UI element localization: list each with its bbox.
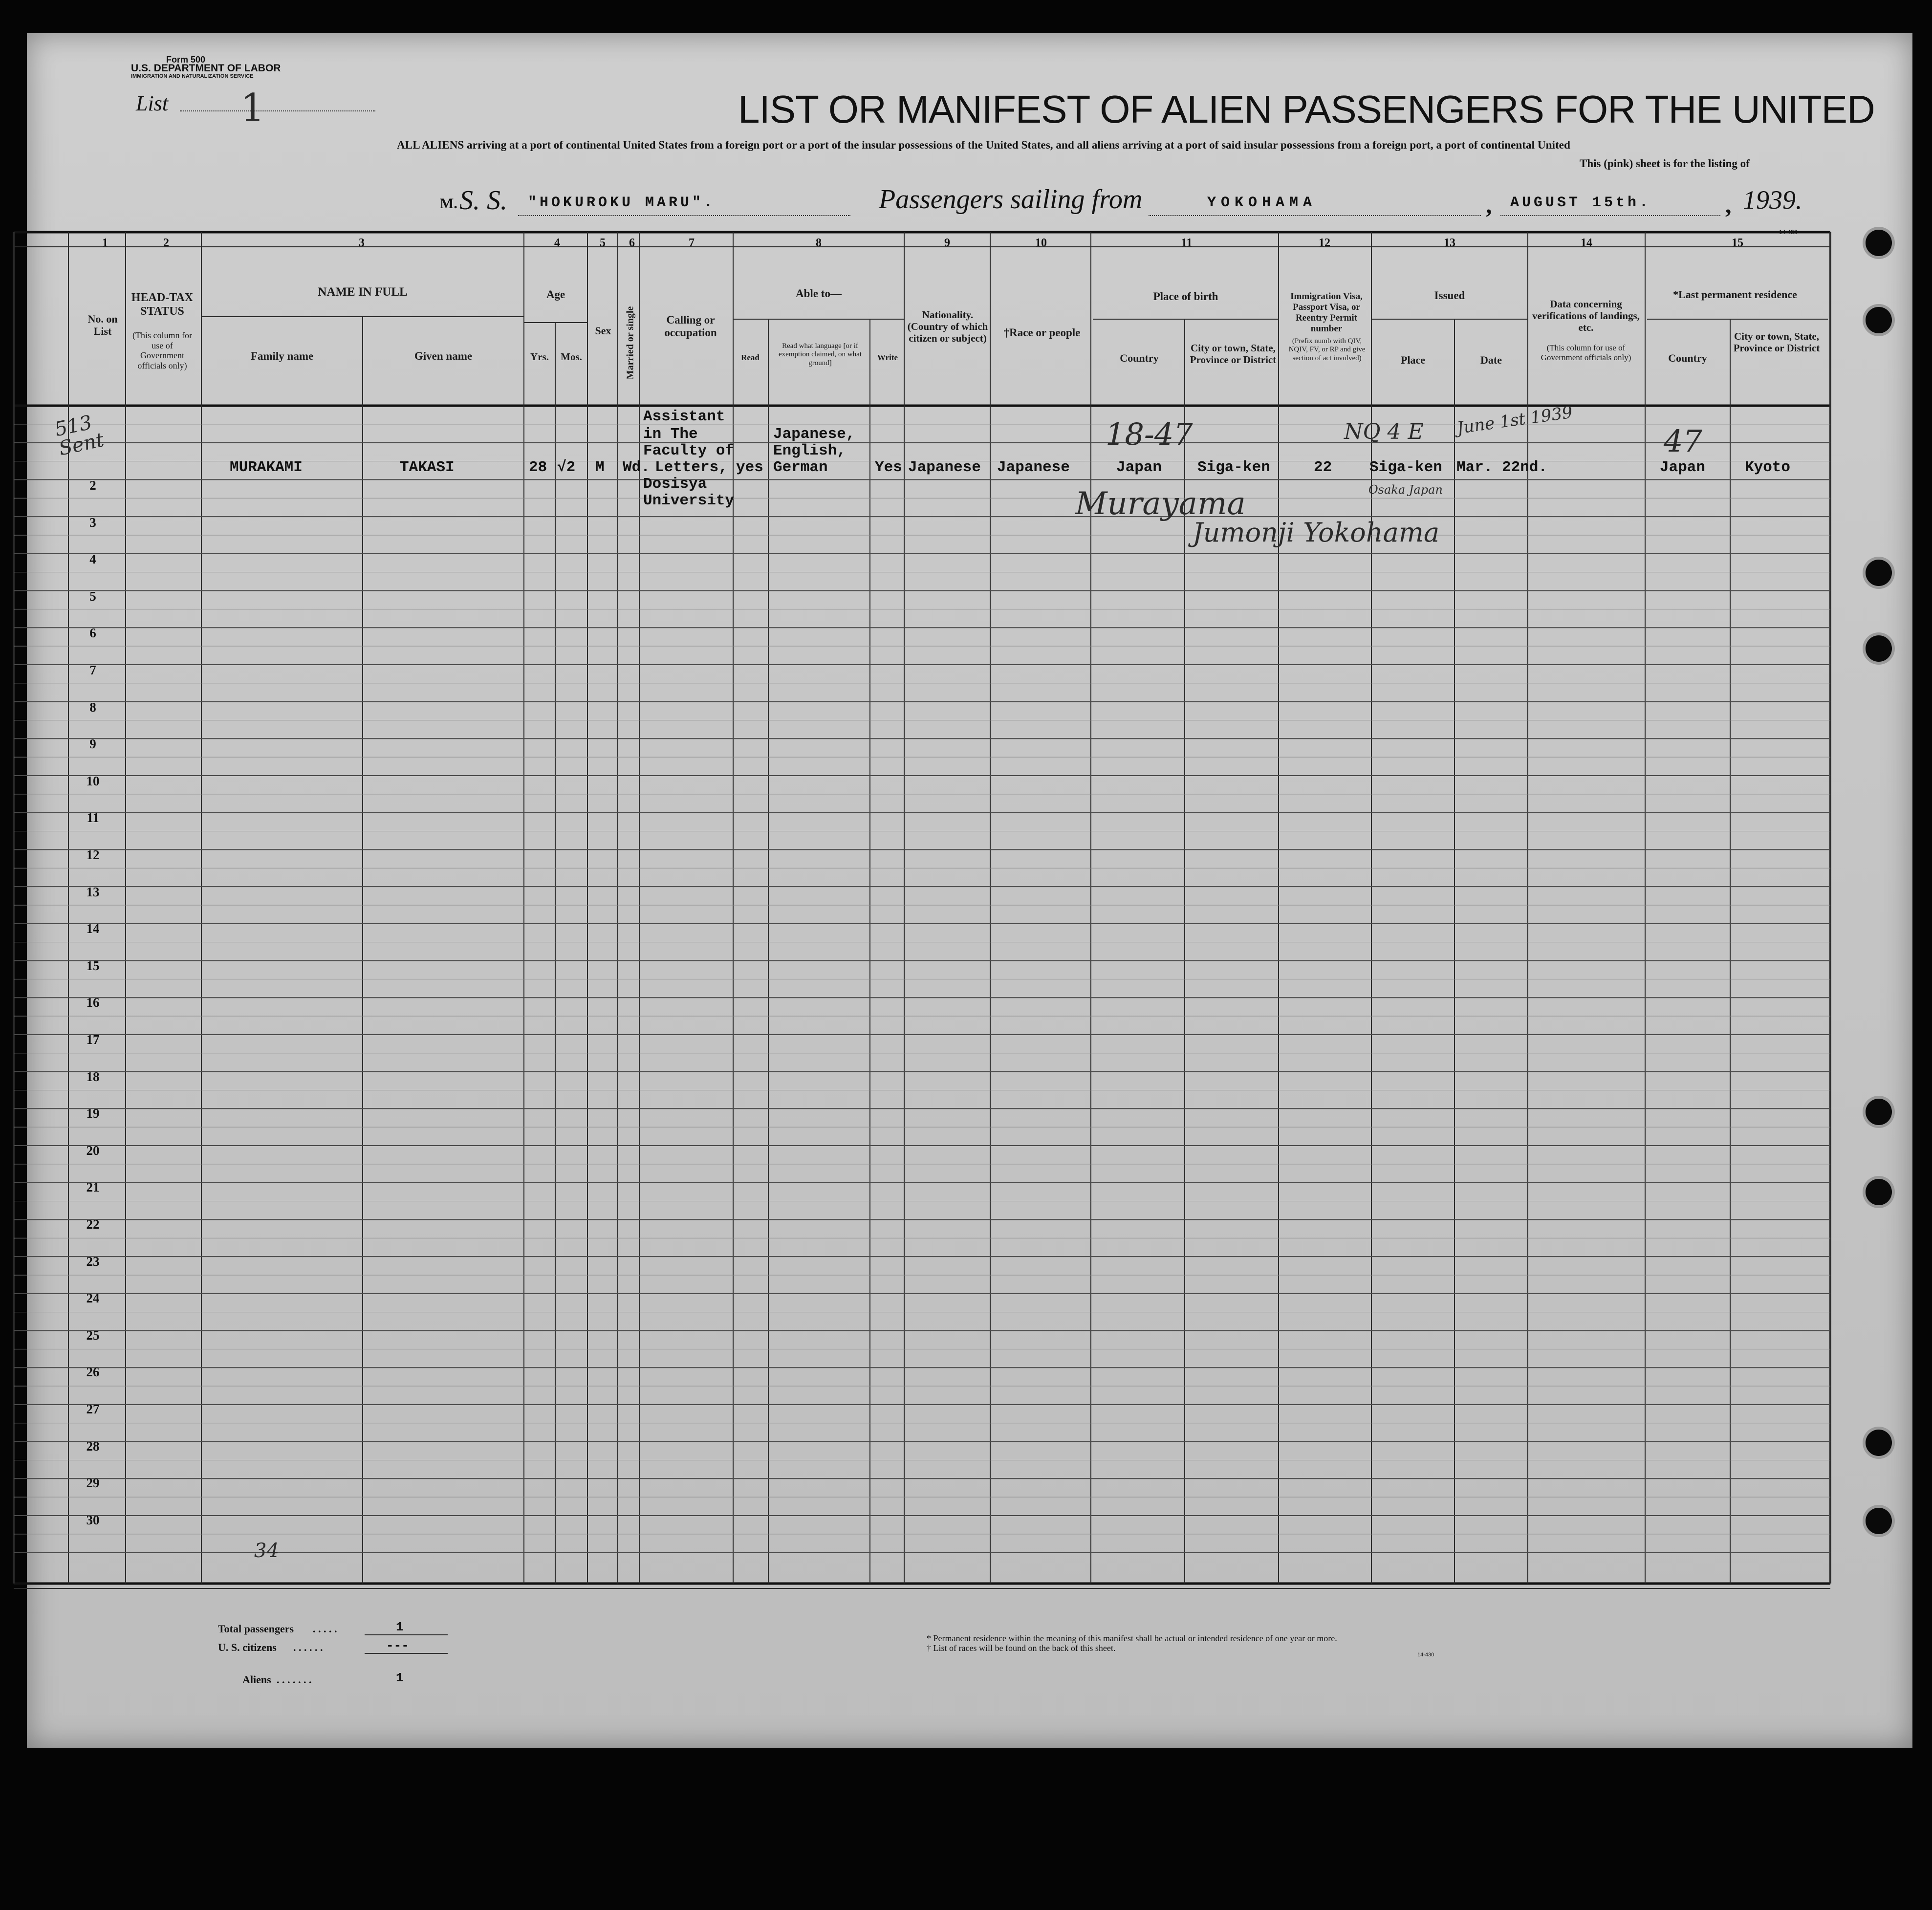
total-passengers-label: Total passengers <box>218 1623 294 1635</box>
column-number: 4 <box>554 237 560 249</box>
handwritten-visa-note: NQ 4 E <box>1344 419 1424 444</box>
form-number: Form 500 <box>166 55 206 65</box>
header-mos: Mos. <box>561 351 582 363</box>
column-number: 6 <box>629 237 635 249</box>
footnote-residence: * Permanent residence within the meaning of this manifest shall be actual or intended residence of one year or more. <box>927 1633 1337 1643</box>
page-title: LIST OR MANIFEST OF ALIEN PASSENGERS FOR THE UNITED <box>738 87 1875 131</box>
row-number: 2 <box>89 478 96 493</box>
married-cell: Wd. <box>623 459 650 476</box>
header-place-of-birth: Place of birth <box>1153 290 1218 303</box>
handwritten-signature: Murayama <box>1075 486 1246 522</box>
row-number: 30 <box>86 1512 100 1527</box>
race-cell: Japanese <box>997 459 1070 476</box>
age-yrs-cell: 28 <box>529 459 547 476</box>
punch-hole <box>1866 230 1892 256</box>
column-number: 8 <box>816 237 822 249</box>
residence-country-cell: Japan <box>1660 459 1706 476</box>
punch-hole <box>1866 1099 1892 1125</box>
header-data-verif: Data concerning verifications of landings, etc. <box>1532 298 1640 334</box>
column-number: 7 <box>689 237 695 249</box>
header-visa-note: (Prefix numb with QIV, NQIV, FV, or RP and give section of act involved) <box>1288 337 1366 362</box>
leader-dots: . . . . . . . <box>277 1673 312 1686</box>
row-number: 16 <box>86 995 100 1010</box>
header-yrs: Yrs. <box>530 351 549 363</box>
column-number: 3 <box>359 237 365 249</box>
punch-hole <box>1866 635 1892 662</box>
row-number: 13 <box>86 884 100 899</box>
department: U.S. DEPARTMENT OF LABOR <box>131 63 281 74</box>
handwritten-date-note: June 1st 1939 <box>1455 402 1574 438</box>
header-issued-place: Place <box>1400 354 1426 366</box>
column-number: 14 <box>1581 237 1592 249</box>
header-birth-country: Country <box>1120 352 1159 364</box>
punch-hole <box>1866 1179 1892 1205</box>
residence-city-cell: Kyoto <box>1745 459 1791 476</box>
birth-city-cell: Siga-ken <box>1197 459 1270 476</box>
row-number: 3 <box>89 515 96 530</box>
handwritten-signature-2: Osaka Japan <box>1368 483 1443 497</box>
ship-underline <box>518 215 850 216</box>
issued-place-cell: Siga-ken <box>1369 459 1442 476</box>
list-underline <box>180 110 375 111</box>
us-citizens-value: --- <box>386 1638 409 1653</box>
row-number: 11 <box>87 810 99 825</box>
page-mark: 34 <box>254 1540 279 1562</box>
occupation-line: Letters, <box>655 459 728 476</box>
port-of-departure: YOKOHAMA <box>1207 195 1317 211</box>
age-mos-cell: √2 <box>557 459 576 476</box>
date-underline <box>1500 215 1720 216</box>
row-number: 18 <box>86 1069 100 1084</box>
column-number: 5 <box>600 237 606 249</box>
row-number: 8 <box>89 699 96 715</box>
row-number: 24 <box>86 1291 100 1306</box>
header-married: Married or single <box>625 306 636 380</box>
header-issued-date: Date <box>1480 354 1502 366</box>
language-line: German <box>773 459 828 476</box>
occupation-line: Faculty of <box>643 442 735 459</box>
header-res-city: City or town, State, Province or District <box>1733 330 1820 354</box>
punch-hole <box>1866 307 1892 333</box>
header-visa: Immigration Visa, Passport Visa, or Reentry Permit number <box>1290 291 1363 334</box>
total-passengers-value: 1 <box>396 1620 404 1634</box>
header-read: Read <box>741 353 760 362</box>
header-read-language: Read what language [or if exemption claimed, on what ground] <box>779 342 862 367</box>
total-underline <box>365 1634 448 1635</box>
row-number: 22 <box>86 1217 100 1232</box>
row-number: 27 <box>86 1402 100 1416</box>
sailing-date: AUGUST 15th. <box>1510 195 1651 211</box>
row-number: 26 <box>86 1365 100 1380</box>
punch-hole <box>1866 1430 1892 1456</box>
row-number: 25 <box>86 1327 100 1343</box>
row-number: 23 <box>86 1254 100 1269</box>
row-number: 10 <box>86 773 100 788</box>
header-calling: Calling or occupation <box>664 314 717 339</box>
column-number: 2 <box>163 237 169 249</box>
row-number: 6 <box>89 626 96 641</box>
row-number: 7 <box>89 663 96 677</box>
row-number: 17 <box>86 1032 100 1047</box>
ship-prefix: M. <box>440 195 457 212</box>
read-cell: yes <box>736 459 763 476</box>
row-number: 4 <box>89 552 96 567</box>
column-number: 9 <box>944 237 950 249</box>
row-number: 20 <box>86 1143 100 1158</box>
occupation-line: University <box>643 492 735 509</box>
row-number: 19 <box>86 1106 100 1121</box>
header-head-tax-note: (This column for use of Government officials only) <box>132 330 192 371</box>
column-number: 15 <box>1732 237 1743 249</box>
sailing-year: 1939. <box>1743 185 1802 215</box>
list-number: 1 <box>240 86 265 130</box>
given-name-cell: TAKASI <box>400 459 455 476</box>
sheet-code: 14-430 <box>1779 229 1798 236</box>
occupation-line: Dosisya <box>643 476 707 493</box>
instruction-text-2: This (pink) sheet is for the listing of <box>1580 157 1750 170</box>
header-last-residence: *Last permanent residence <box>1673 288 1797 301</box>
header-name-in-full: NAME IN FULL <box>318 285 408 299</box>
row-number: 12 <box>86 847 100 862</box>
comma: , <box>1486 191 1492 218</box>
row-number: 9 <box>89 737 96 752</box>
language-line: English, <box>773 442 846 459</box>
handwritten-residence-code: 47 <box>1664 423 1702 459</box>
header-able-to: Able to— <box>796 287 842 300</box>
leader-dots: . . . . . . <box>293 1641 323 1653</box>
header-data-verif-note: (This column for use of Government officials only) <box>1541 343 1631 362</box>
write-cell: Yes <box>875 459 902 476</box>
occupation-line: Assistant <box>643 408 725 425</box>
header-race: †Race or people <box>1003 326 1081 339</box>
punch-hole <box>1866 1508 1892 1534</box>
header-birth-city: City or town, State, Province or District <box>1190 342 1277 366</box>
handwritten-birth-code: 18-47 <box>1106 416 1193 452</box>
leader-dots: . . . . . <box>313 1623 337 1635</box>
occupation-line: in The <box>643 426 698 443</box>
column-number: 11 <box>1181 237 1193 249</box>
row-number: 21 <box>86 1180 100 1195</box>
header-age: Age <box>546 288 565 301</box>
us-citizens-label: U. S. citizens <box>218 1641 277 1653</box>
header-sex: Sex <box>595 325 611 337</box>
header-write: Write <box>877 353 898 362</box>
service: IMMIGRATION AND NATURALIZATION SERVICE <box>131 73 254 79</box>
column-number: 12 <box>1319 237 1330 249</box>
row-number: 5 <box>89 588 96 604</box>
header-res-country: Country <box>1668 352 1707 364</box>
family-name-cell: MURAKAMI <box>230 459 303 476</box>
comma: , <box>1725 191 1732 218</box>
row-number: 15 <box>86 958 100 973</box>
footer-code: 14-430 <box>1417 1652 1434 1658</box>
header-nationality: Nationality. (Country of which citizen or subject) <box>907 309 988 345</box>
header-given-name: Given name <box>414 350 473 362</box>
citizens-underline <box>365 1653 448 1654</box>
column-number: 1 <box>102 237 108 249</box>
footnote-races: † List of races will be found on the back of this sheet. <box>927 1643 1116 1653</box>
header-family-name: Family name <box>250 350 314 362</box>
margin-note: 513 Sent <box>53 411 106 460</box>
list-label: List <box>136 91 169 115</box>
aliens-value: 1 <box>396 1671 404 1685</box>
nationality-cell: Japanese <box>908 459 981 476</box>
sex-cell: M <box>595 459 605 476</box>
issued-date-cell: Mar. 22nd. <box>1456 459 1548 476</box>
column-number: 13 <box>1444 237 1455 249</box>
column-number: 10 <box>1035 237 1047 249</box>
row-number: 14 <box>86 921 100 936</box>
language-line: Japanese, <box>773 426 855 443</box>
aliens-label: Aliens <box>242 1673 271 1686</box>
visa-cell: 22 <box>1314 459 1332 476</box>
header-no-on-list: No. on List <box>87 313 118 338</box>
birth-country-cell: Japan <box>1116 459 1162 476</box>
sailing-label: Passengers sailing from <box>879 184 1143 215</box>
ship-ss: S. S. <box>459 185 507 216</box>
instruction-text: ALL ALIENS arriving at a port of continental United States from a foreign port or a port of the insular possessions of the United States, and all aliens arriving at a port of said insular possessions from a foreign port, a port of continental United <box>397 139 1570 152</box>
row-number: 29 <box>86 1476 100 1491</box>
header-issued: Issued <box>1434 289 1465 302</box>
port-underline <box>1149 215 1481 216</box>
header-head-tax: HEAD-TAX STATUS <box>131 291 194 318</box>
punch-hole <box>1866 560 1892 586</box>
handwritten-signature-3: Jumonji Yokohama <box>1193 517 1440 548</box>
ship-name: "HOKUROKU MARU". <box>528 195 716 211</box>
row-number: 28 <box>86 1438 100 1454</box>
